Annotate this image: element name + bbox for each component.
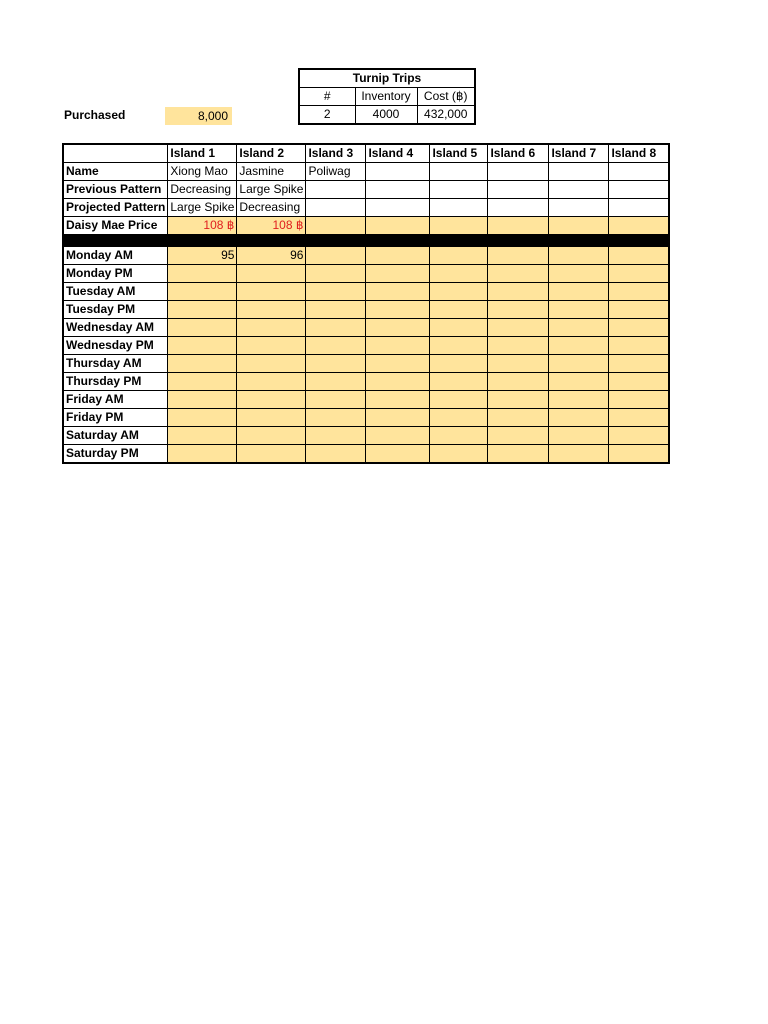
price-row-thursday-pm-cell-island-8[interactable] — [609, 373, 669, 391]
price-row-wednesday-pm-label: Wednesday PM — [63, 337, 168, 355]
price-row-tuesday-pm-cell-island-5[interactable] — [430, 301, 488, 319]
name-row-cell-island-2[interactable]: Jasmine — [237, 163, 306, 181]
price-row-tuesday-am-cell-island-8[interactable] — [609, 283, 669, 301]
price-row-monday-am-cell-island-4[interactable] — [366, 247, 430, 265]
turnip-trips-table — [298, 68, 476, 125]
daisy-mae-price-row-cell-island-3[interactable] — [306, 217, 366, 235]
turnip-trips-title: Turnip Trips — [299, 69, 475, 88]
projected-pattern-row-cell-island-1[interactable]: Large Spike — [168, 199, 237, 217]
island-header-row-cell-island-8: Island 8 — [609, 144, 669, 163]
daisy-mae-price-row-cell-island-7[interactable] — [549, 217, 609, 235]
price-row-saturday-am-cell-island-1[interactable] — [168, 427, 237, 445]
price-row-thursday-am-cell-island-7[interactable] — [549, 355, 609, 373]
island-header-row-cell-island-5: Island 5 — [430, 144, 488, 163]
price-row-monday-pm-cell-island-4[interactable] — [366, 265, 430, 283]
price-row-wednesday-pm-cell-island-3[interactable] — [306, 337, 366, 355]
price-row-friday-am-cell-island-4[interactable] — [366, 391, 430, 409]
price-row-monday-am-cell-island-8[interactable] — [609, 247, 669, 265]
price-row-wednesday-pm — [63, 337, 669, 355]
price-row-wednesday-am-cell-island-5[interactable] — [430, 319, 488, 337]
island-header-row-cell-island-1: Island 1 — [168, 144, 237, 163]
price-row-wednesday-pm-cell-island-8[interactable] — [609, 337, 669, 355]
island-header-row-cell-island-3: Island 3 — [306, 144, 366, 163]
projected-pattern-row-label: Projected Pattern — [63, 199, 168, 217]
separator-cell — [549, 235, 609, 247]
price-row-monday-am-label: Monday AM — [63, 247, 168, 265]
name-row — [63, 163, 669, 181]
price-row-monday-am-cell-island-6[interactable] — [488, 247, 549, 265]
previous-pattern-row — [63, 181, 669, 199]
separator-cell — [306, 235, 366, 247]
price-row-thursday-pm-cell-island-6[interactable] — [488, 373, 549, 391]
price-row-wednesday-am-cell-island-7[interactable] — [549, 319, 609, 337]
price-row-monday-am-cell-island-2[interactable]: 96 — [237, 247, 306, 265]
projected-pattern-row-cell-island-4[interactable] — [366, 199, 430, 217]
price-row-friday-pm — [63, 409, 669, 427]
price-row-tuesday-pm — [63, 301, 669, 319]
separator-cell — [237, 235, 306, 247]
price-row-tuesday-pm-cell-island-2[interactable] — [237, 301, 306, 319]
trips-cost-cell[interactable]: 432,000 — [417, 106, 475, 125]
price-row-friday-am-cell-island-8[interactable] — [609, 391, 669, 409]
price-row-tuesday-am-cell-island-4[interactable] — [366, 283, 430, 301]
price-row-saturday-pm-cell-island-5[interactable] — [430, 445, 488, 464]
price-row-tuesday-pm-cell-island-4[interactable] — [366, 301, 430, 319]
separator-cell — [430, 235, 488, 247]
price-row-friday-am-cell-island-5[interactable] — [430, 391, 488, 409]
price-row-saturday-pm — [63, 445, 669, 464]
projected-pattern-row-cell-island-7[interactable] — [549, 199, 609, 217]
price-row-tuesday-am-cell-island-3[interactable] — [306, 283, 366, 301]
price-row-friday-pm-cell-island-5[interactable] — [430, 409, 488, 427]
previous-pattern-row-cell-island-4[interactable] — [366, 181, 430, 199]
price-row-saturday-pm-label: Saturday PM — [63, 445, 168, 464]
name-row-cell-island-7[interactable] — [549, 163, 609, 181]
island-header-row-cell-island-6: Island 6 — [488, 144, 549, 163]
projected-pattern-row-cell-island-8[interactable] — [609, 199, 669, 217]
price-row-friday-am-label: Friday AM — [63, 391, 168, 409]
projected-pattern-row-cell-island-3[interactable] — [306, 199, 366, 217]
price-row-monday-pm-cell-island-5[interactable] — [430, 265, 488, 283]
price-row-friday-am — [63, 391, 669, 409]
projected-pattern-row-cell-island-2[interactable]: Decreasing — [237, 199, 306, 217]
price-row-monday-am — [63, 247, 669, 265]
island-header-row-cell-island-7: Island 7 — [549, 144, 609, 163]
price-row-thursday-pm-cell-island-2[interactable] — [237, 373, 306, 391]
price-row-saturday-am-cell-island-8[interactable] — [609, 427, 669, 445]
separator-cell — [366, 235, 430, 247]
daisy-mae-price-row-cell-island-5[interactable] — [430, 217, 488, 235]
trips-header-count: # — [299, 88, 355, 106]
daisy-mae-price-row-cell-island-6[interactable] — [488, 217, 549, 235]
previous-pattern-row-cell-island-5[interactable] — [430, 181, 488, 199]
price-row-thursday-am-cell-island-6[interactable] — [488, 355, 549, 373]
price-row-friday-pm-cell-island-4[interactable] — [366, 409, 430, 427]
previous-pattern-row-label: Previous Pattern — [63, 181, 168, 199]
name-row-cell-island-6[interactable] — [488, 163, 549, 181]
daisy-mae-price-row-cell-island-2[interactable]: 108 ฿ — [237, 217, 306, 235]
separator-cell — [63, 235, 168, 247]
trips-count-cell[interactable]: 2 — [299, 106, 355, 125]
price-row-wednesday-pm-cell-island-1[interactable] — [168, 337, 237, 355]
name-row-cell-island-8[interactable] — [609, 163, 669, 181]
price-row-wednesday-pm-cell-island-6[interactable] — [488, 337, 549, 355]
price-row-saturday-am-cell-island-2[interactable] — [237, 427, 306, 445]
price-row-friday-am-cell-island-7[interactable] — [549, 391, 609, 409]
separator-cell — [168, 235, 237, 247]
price-row-friday-am-cell-island-3[interactable] — [306, 391, 366, 409]
trips-header-inventory: Inventory — [355, 88, 417, 106]
price-row-saturday-am-cell-island-7[interactable] — [549, 427, 609, 445]
price-row-monday-pm-cell-island-8[interactable] — [609, 265, 669, 283]
price-row-wednesday-pm-cell-island-7[interactable] — [549, 337, 609, 355]
separator-bar — [63, 235, 669, 247]
price-row-thursday-pm-cell-island-1[interactable] — [168, 373, 237, 391]
price-row-monday-am-cell-island-1[interactable]: 95 — [168, 247, 237, 265]
price-row-tuesday-am-cell-island-5[interactable] — [430, 283, 488, 301]
price-row-thursday-am-cell-island-8[interactable] — [609, 355, 669, 373]
previous-pattern-row-cell-island-3[interactable] — [306, 181, 366, 199]
name-row-label: Name — [63, 163, 168, 181]
previous-pattern-row-cell-island-8[interactable] — [609, 181, 669, 199]
previous-pattern-row-cell-island-1[interactable]: Decreasing — [168, 181, 237, 199]
price-row-saturday-pm-cell-island-2[interactable] — [237, 445, 306, 464]
price-row-tuesday-pm-cell-island-6[interactable] — [488, 301, 549, 319]
projected-pattern-row-cell-island-5[interactable] — [430, 199, 488, 217]
price-row-saturday-pm-cell-island-1[interactable] — [168, 445, 237, 464]
price-row-saturday-am-cell-island-3[interactable] — [306, 427, 366, 445]
price-row-thursday-am-cell-island-3[interactable] — [306, 355, 366, 373]
price-row-tuesday-pm-label: Tuesday PM — [63, 301, 168, 319]
price-row-monday-am-cell-island-3[interactable] — [306, 247, 366, 265]
price-row-friday-pm-cell-island-6[interactable] — [488, 409, 549, 427]
price-row-saturday-pm-cell-island-7[interactable] — [549, 445, 609, 464]
price-row-thursday-pm-label: Thursday PM — [63, 373, 168, 391]
island-header-row-cell-island-2: Island 2 — [237, 144, 306, 163]
price-row-monday-pm-cell-island-3[interactable] — [306, 265, 366, 283]
trips-inventory-cell[interactable]: 4000 — [355, 106, 417, 125]
price-row-monday-am-cell-island-7[interactable] — [549, 247, 609, 265]
price-row-wednesday-am-cell-island-2[interactable] — [237, 319, 306, 337]
price-row-thursday-am-label: Thursday AM — [63, 355, 168, 373]
price-row-saturday-am-cell-island-5[interactable] — [430, 427, 488, 445]
price-row-tuesday-am — [63, 283, 669, 301]
price-row-saturday-am — [63, 427, 669, 445]
daisy-mae-price-row — [63, 217, 669, 235]
price-row-friday-am-cell-island-6[interactable] — [488, 391, 549, 409]
price-row-friday-pm-cell-island-1[interactable] — [168, 409, 237, 427]
island-header-row-label — [63, 144, 168, 163]
price-row-friday-am-cell-island-2[interactable] — [237, 391, 306, 409]
price-row-thursday-am-cell-island-4[interactable] — [366, 355, 430, 373]
daisy-mae-price-row-cell-island-4[interactable] — [366, 217, 430, 235]
price-row-wednesday-am-cell-island-8[interactable] — [609, 319, 669, 337]
price-row-wednesday-am-cell-island-6[interactable] — [488, 319, 549, 337]
price-row-friday-pm-label: Friday PM — [63, 409, 168, 427]
price-row-tuesday-pm-cell-island-1[interactable] — [168, 301, 237, 319]
price-row-saturday-pm-cell-island-6[interactable] — [488, 445, 549, 464]
island-prices-table — [62, 143, 670, 464]
price-row-tuesday-am-label: Tuesday AM — [63, 283, 168, 301]
price-row-wednesday-pm-cell-island-5[interactable] — [430, 337, 488, 355]
price-row-friday-pm-cell-island-3[interactable] — [306, 409, 366, 427]
previous-pattern-row-cell-island-7[interactable] — [549, 181, 609, 199]
price-row-friday-pm-cell-island-2[interactable] — [237, 409, 306, 427]
island-header-row — [63, 144, 669, 163]
price-row-saturday-pm-cell-island-3[interactable] — [306, 445, 366, 464]
price-row-monday-pm-cell-island-1[interactable] — [168, 265, 237, 283]
price-row-tuesday-am-cell-island-1[interactable] — [168, 283, 237, 301]
price-row-wednesday-pm-cell-island-4[interactable] — [366, 337, 430, 355]
price-row-friday-am-cell-island-1[interactable] — [168, 391, 237, 409]
price-row-saturday-am-label: Saturday AM — [63, 427, 168, 445]
price-row-wednesday-am-cell-island-1[interactable] — [168, 319, 237, 337]
price-row-wednesday-am-cell-island-3[interactable] — [306, 319, 366, 337]
name-row-cell-island-5[interactable] — [430, 163, 488, 181]
price-row-monday-pm-cell-island-6[interactable] — [488, 265, 549, 283]
price-row-friday-pm-cell-island-8[interactable] — [609, 409, 669, 427]
price-row-tuesday-am-cell-island-2[interactable] — [237, 283, 306, 301]
price-row-thursday-pm — [63, 373, 669, 391]
price-row-wednesday-am-label: Wednesday AM — [63, 319, 168, 337]
separator-cell — [609, 235, 669, 247]
separator-cell — [488, 235, 549, 247]
price-row-wednesday-pm-cell-island-2[interactable] — [237, 337, 306, 355]
price-row-thursday-am — [63, 355, 669, 373]
price-row-tuesday-pm-cell-island-7[interactable] — [549, 301, 609, 319]
daisy-mae-price-row-cell-island-8[interactable] — [609, 217, 669, 235]
price-row-thursday-pm-cell-island-4[interactable] — [366, 373, 430, 391]
price-row-monday-pm-label: Monday PM — [63, 265, 168, 283]
price-row-monday-am-cell-island-5[interactable] — [430, 247, 488, 265]
price-row-monday-pm — [63, 265, 669, 283]
island-header-row-cell-island-4: Island 4 — [366, 144, 430, 163]
price-row-saturday-am-cell-island-4[interactable] — [366, 427, 430, 445]
price-row-thursday-pm-cell-island-5[interactable] — [430, 373, 488, 391]
price-row-saturday-pm-cell-island-8[interactable] — [609, 445, 669, 464]
price-row-saturday-pm-cell-island-4[interactable] — [366, 445, 430, 464]
purchased-label: Purchased — [64, 108, 126, 122]
price-row-thursday-am-cell-island-1[interactable] — [168, 355, 237, 373]
price-row-tuesday-pm-cell-island-3[interactable] — [306, 301, 366, 319]
name-row-cell-island-1[interactable]: Xiong Mao — [168, 163, 237, 181]
projected-pattern-row — [63, 199, 669, 217]
price-row-wednesday-am-cell-island-4[interactable] — [366, 319, 430, 337]
name-row-cell-island-3[interactable]: Poliwag — [306, 163, 366, 181]
previous-pattern-row-cell-island-2[interactable]: Large Spike — [237, 181, 306, 199]
price-row-thursday-pm-cell-island-7[interactable] — [549, 373, 609, 391]
price-row-wednesday-am — [63, 319, 669, 337]
name-row-cell-island-4[interactable] — [366, 163, 430, 181]
price-row-tuesday-am-cell-island-7[interactable] — [549, 283, 609, 301]
projected-pattern-row-cell-island-6[interactable] — [488, 199, 549, 217]
purchased-value-cell[interactable]: 8,000 — [165, 107, 232, 125]
previous-pattern-row-cell-island-6[interactable] — [488, 181, 549, 199]
price-row-monday-pm-cell-island-7[interactable] — [549, 265, 609, 283]
price-row-thursday-am-cell-island-2[interactable] — [237, 355, 306, 373]
price-row-friday-pm-cell-island-7[interactable] — [549, 409, 609, 427]
price-row-saturday-am-cell-island-6[interactable] — [488, 427, 549, 445]
price-row-monday-pm-cell-island-2[interactable] — [237, 265, 306, 283]
price-row-tuesday-am-cell-island-6[interactable] — [488, 283, 549, 301]
price-row-tuesday-pm-cell-island-8[interactable] — [609, 301, 669, 319]
price-row-thursday-pm-cell-island-3[interactable] — [306, 373, 366, 391]
daisy-mae-price-row-cell-island-1[interactable]: 108 ฿ — [168, 217, 237, 235]
price-row-thursday-am-cell-island-5[interactable] — [430, 355, 488, 373]
daisy-mae-price-row-label: Daisy Mae Price — [63, 217, 168, 235]
trips-header-cost: Cost (฿) — [417, 88, 475, 106]
